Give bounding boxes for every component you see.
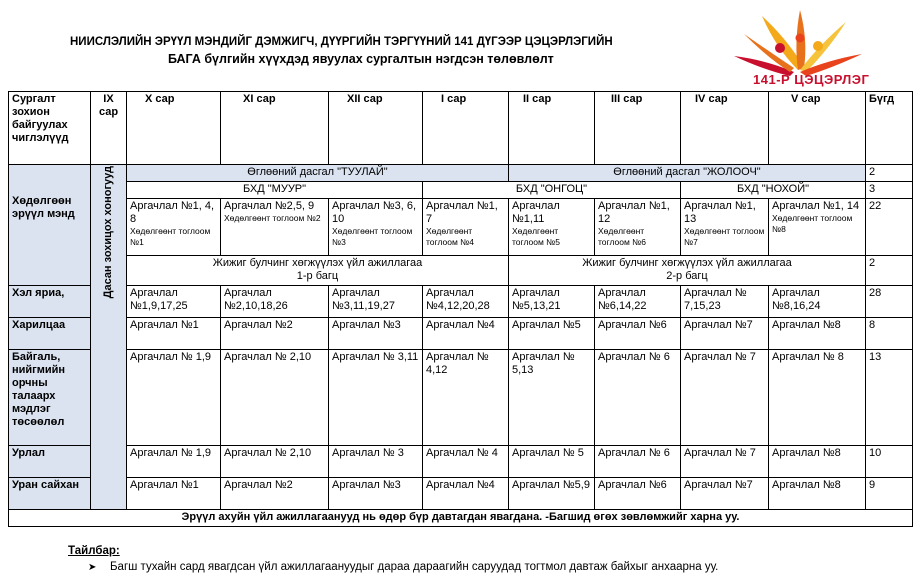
- method-cell: Аргачлал № 6: [595, 350, 681, 446]
- document-title-line2: БАГА бүлгийн хүүхдэд явуулах сургалтын нэгдсэн төлөвлөлт: [168, 52, 554, 66]
- method-cell: Аргачлал №3: [329, 318, 423, 350]
- method-cell: Аргачлал № 7: [681, 350, 769, 446]
- game-text: Хөдөлгөөнт тоглоом №5: [512, 226, 560, 247]
- method-cell: Аргачлал № 2,10: [221, 446, 329, 478]
- method-cell: Аргачлал № 2,10: [221, 350, 329, 446]
- method-text: Аргачлал №1, 4, 8: [130, 200, 215, 225]
- method-cell: [595, 199, 681, 256]
- method-cell: [509, 199, 595, 256]
- method-cell: Аргачлал № 5: [509, 446, 595, 478]
- total-cell: 8: [866, 318, 913, 350]
- method-cell: Аргачлал №5,13,21: [509, 286, 595, 318]
- total-cell: 10: [866, 446, 913, 478]
- method-cell: Аргачлал №7: [681, 478, 769, 510]
- curriculum-plan-table: [8, 91, 913, 527]
- column-header-area: Сургалт зохион байгуулах чиглэлүүд: [9, 92, 91, 165]
- method-cell: Аргачлал №8: [769, 478, 866, 510]
- total-cell: 9: [866, 478, 913, 510]
- column-header-month12: XII сар: [329, 92, 423, 165]
- method-cell: Аргачлал №8: [769, 446, 866, 478]
- method-text: Аргачлал №2,5, 9: [224, 200, 315, 212]
- area-nature-society: Байгаль, нийгмийн орчны талаарх мэдлэг төсөөлөл: [9, 350, 91, 446]
- table-row: [9, 318, 913, 350]
- method-text: Аргачлал №1, 13: [684, 200, 756, 225]
- column-header-month4: IV сар: [681, 92, 769, 165]
- fine-motor-left-title: Жижиг булчинг хөгжүүлэх үйл ажиллагаа: [212, 257, 423, 269]
- method-cell: Аргачлал №4: [423, 318, 509, 350]
- column-header-total: Бүгд: [866, 92, 913, 165]
- notes-title: Тайлбар:: [68, 545, 120, 557]
- area-language: Хэл яриа,: [9, 286, 91, 318]
- game-text: Хөдөлгөөнт тоглоом №7: [684, 226, 765, 247]
- game-text: Хөдөлгөөнт тоглоом №3: [332, 226, 413, 247]
- logo-label: 141-Р ЦЭЦЭРЛЭГ: [753, 72, 870, 87]
- area-movement: Хөдөлгөөн эрүүл мэнд: [9, 165, 91, 286]
- method-cell: Аргачлал №6,14,22: [595, 286, 681, 318]
- total-cell: 3: [866, 182, 913, 199]
- method-cell: Аргачлал №7: [681, 318, 769, 350]
- total-cell: 22: [866, 199, 913, 256]
- arrow-bullet-icon: ➤: [88, 562, 97, 573]
- method-cell: Аргачлал № 1,9: [127, 350, 221, 446]
- method-cell: Аргачлал №4,12,20,28: [423, 286, 509, 318]
- fine-motor-right-pack: 2-р багц: [666, 270, 708, 282]
- table-row: [9, 182, 913, 199]
- method-cell: [329, 199, 423, 256]
- method-cell: Аргачлал № 8: [769, 350, 866, 446]
- method-cell: Аргачлал №8,16,24: [769, 286, 866, 318]
- method-cell: Аргачлал № 1,9: [127, 446, 221, 478]
- method-cell: Аргачлал №6: [595, 318, 681, 350]
- method-cell: Аргачлал №2: [221, 318, 329, 350]
- document-title-line1: НИИСЛЭЛИЙН ЭРҮҮЛ МЭНДИЙГ ДЭМЖИГЧ, ДҮҮРГИЙН ТЭРГҮҮНИЙ 141 ДҮГЭЭР ЦЭЦЭРЛЭГИЙН: [70, 36, 613, 48]
- method-cell: Аргачлал №1: [127, 318, 221, 350]
- method-cell: Аргачлал №6: [595, 478, 681, 510]
- area-fine-arts: Уран сайхан: [9, 478, 91, 510]
- total-cell: 28: [866, 286, 913, 318]
- method-cell: Аргачлал №2: [221, 478, 329, 510]
- method-cell: Аргачлал № 4,12: [423, 350, 509, 446]
- hygiene-note: Эрүүл ахуйн үйл ажиллагаанууд нь өдөр бүр давтагдан явагдана. -Багшид өгөх зөвлөмжийг харна уу.: [9, 510, 913, 527]
- method-cell: Аргачлал № 4: [423, 446, 509, 478]
- fine-motor-left-pack: 1-р багц: [296, 270, 339, 282]
- column-header-month10: X сар: [127, 92, 221, 165]
- method-cell: Аргачлал № 7: [681, 446, 769, 478]
- method-cell: [127, 199, 221, 256]
- method-text: Аргачлал №1,11: [512, 200, 560, 225]
- method-cell: Аргачлал №8: [769, 318, 866, 350]
- game-text: Хөдөлгөөнт тоглоом №1: [130, 226, 211, 247]
- game-text: Хөдөлгөөнт тоглоом №6: [598, 226, 646, 247]
- morning-exercise-left: Өглөөний дасгал "ТУУЛАЙ": [127, 165, 509, 182]
- table-row: [9, 286, 913, 318]
- physical-activity-a: БХД "МУУР": [127, 182, 423, 199]
- method-cell: [681, 199, 769, 256]
- area-communication: Харилцаа: [9, 318, 91, 350]
- physical-activity-b: БХД "ОНГОЦ": [423, 182, 681, 199]
- method-text: Аргачлал №3, 6, 10: [332, 200, 417, 225]
- table-row: [9, 446, 913, 478]
- notes-item: [88, 561, 718, 573]
- table-footer-row: [9, 510, 913, 527]
- total-cell: 2: [866, 256, 913, 286]
- method-cell: Аргачлал №1: [127, 478, 221, 510]
- method-cell: Аргачлал № 3: [329, 446, 423, 478]
- method-cell: Аргачлал №3,11,19,27: [329, 286, 423, 318]
- logo-flame-rays: [734, 10, 862, 76]
- method-cell: Аргачлал №4: [423, 478, 509, 510]
- total-cell: 13: [866, 350, 913, 446]
- method-cell: Аргачлал № 3,11: [329, 350, 423, 446]
- table-row: [9, 478, 913, 510]
- method-cell: [221, 199, 329, 256]
- method-cell: Аргачлал №1,9,17,25: [127, 286, 221, 318]
- method-cell: Аргачлал № 7,15,23: [681, 286, 769, 318]
- column-header-month5: V сар: [769, 92, 866, 165]
- game-text: Хөдөлгөөнт тоглоом №2: [224, 213, 321, 223]
- adaptation-days-label: Дасан зохицох хоногууд: [102, 166, 114, 299]
- column-header-month3: III сар: [595, 92, 681, 165]
- fine-motor-right-title: Жижиг булчинг хөгжүүлэх үйл ажиллагаа: [582, 257, 792, 269]
- column-header-month11: XI сар: [221, 92, 329, 165]
- game-text: Хөдөлгөөнт тоглоом №8: [772, 213, 853, 234]
- fine-motor-left: [127, 256, 509, 286]
- table-row: [9, 199, 913, 256]
- method-text: Аргачлал №1, 7: [426, 200, 498, 225]
- method-cell: Аргачлал №3: [329, 478, 423, 510]
- table-row: [9, 350, 913, 446]
- header-row: [9, 92, 913, 165]
- physical-activity-c: БХД "НОХОЙ": [681, 182, 866, 199]
- notes-item-text: Багш тухайн сард явагдсан үйл ажиллагаануудыг дараа дараагийн саруудад тогтмол давтаж байхыг анхаарна уу.: [110, 561, 719, 573]
- table-row: [9, 256, 913, 286]
- total-cell: 2: [866, 165, 913, 182]
- column-header-month1: I сар: [423, 92, 509, 165]
- adaptation-days-column: [91, 165, 127, 510]
- area-crafts: Урлал: [9, 446, 91, 478]
- method-cell: Аргачлал №5: [509, 318, 595, 350]
- method-text: Аргачлал №1, 12: [598, 200, 670, 225]
- fine-motor-right: [509, 256, 866, 286]
- table-row: [9, 165, 913, 182]
- game-text: Хөдөлгөөнт тоглоом №4: [426, 226, 474, 247]
- method-cell: [423, 199, 509, 256]
- method-cell: Аргачлал №5,9: [509, 478, 595, 510]
- method-cell: Аргачлал №2,10,18,26: [221, 286, 329, 318]
- method-cell: [769, 199, 866, 256]
- method-cell: Аргачлал № 6: [595, 446, 681, 478]
- method-text: Аргачлал №1, 14: [772, 200, 860, 212]
- column-header-month9: IX сар: [91, 92, 127, 165]
- method-cell: Аргачлал № 5,13: [509, 350, 595, 446]
- column-header-month2: II сар: [509, 92, 595, 165]
- morning-exercise-right: Өглөөний дасгал "ЖОЛООЧ": [509, 165, 866, 182]
